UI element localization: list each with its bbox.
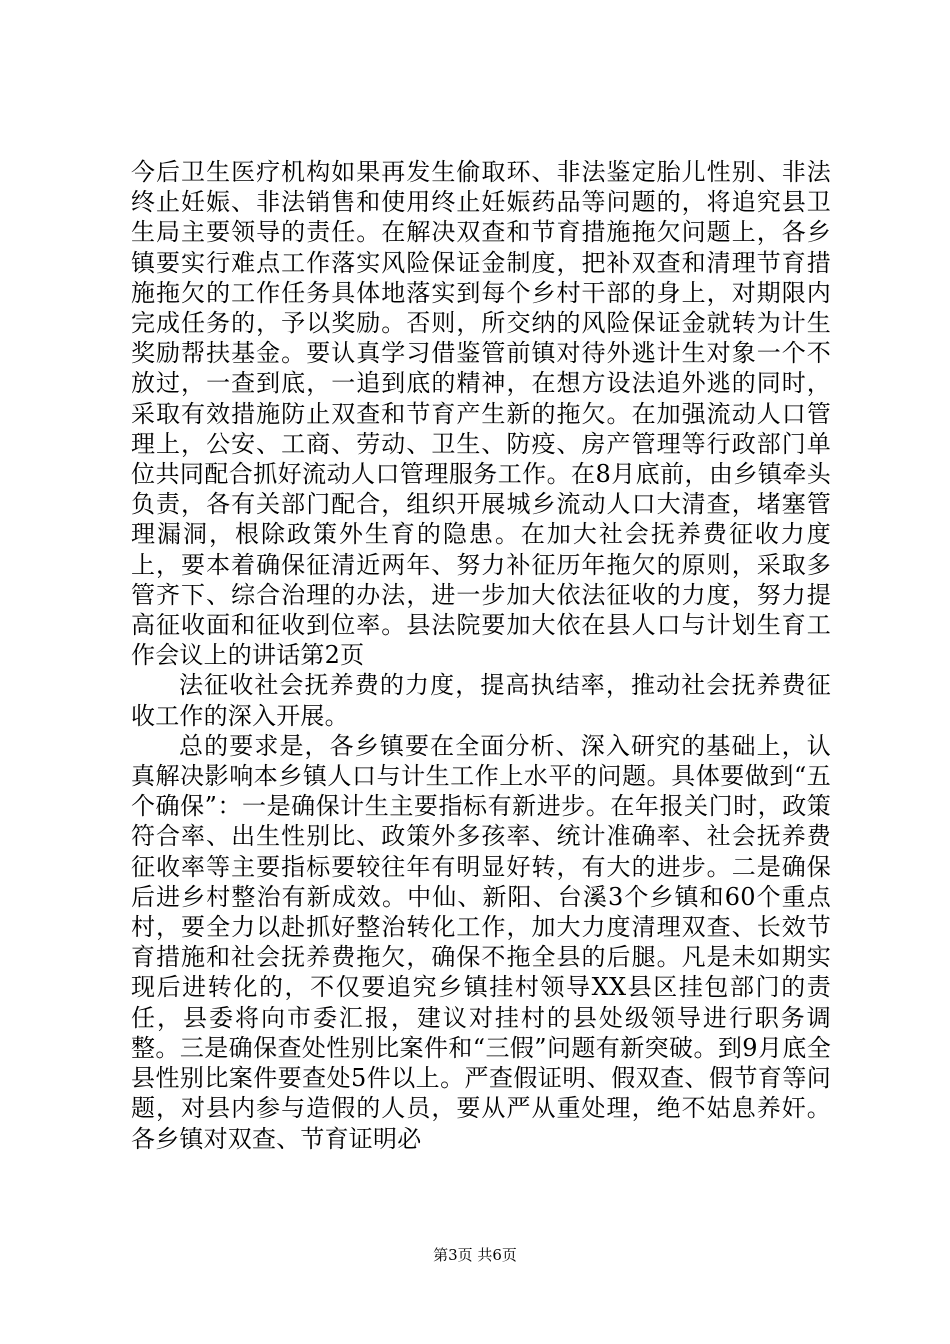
paragraph-1: 今后卫生医疗机构如果再发生偷取环、非法鉴定胎儿性别、非法终止妊娠、非法销售和使用终止妊娠药品等问题的，将追究县卫生局主要领导的责任。在解决双查和节育措施拖欠问题上，各乡镇要实行难点工作落实风险保证金制度，把补双查和清理节育措施拖欠的工作任务具体地落实到每个乡村干部的身上，对期限内完成任务的，予以奖励。否则，所交纳的风险保证金就转为计生奖励帮扶基金。要认真学习借鉴管前镇对待外逃计生对象一个不放过，一查到底，一追到底的精神，在想方设法追外逃的同时，采取有效措施防止双查和节育产生新的拖欠。在加强流动人口管理上，公安、工商、劳动、卫生、防疫、房产管理等行政部门单位共同配合抓好流动人口管理服务工作。在8月底前，由乡镇牵头负责，各有关部门配合，组织开展城乡流动人口大清查，堵塞管理漏洞，根除政策外生育的隐患。在加大社会抚养费征收力度上，要本着确保征清近两年、努力补征历年拖欠的原则，采取多管齐下、综合治理的办法，进一步加大依法征收的力度，努力提高征收面和征收到位率。县法院要加大依在县人口与计划生育工作会议上的讲话第2页 [131, 158, 831, 670]
paragraph-3: 总的要求是，各乡镇要在全面分析、深入研究的基础上，认真解决影响本乡镇人口与计生工作上水平的问题。具体要做到“五个确保”：一是确保计生主要指标有新进步。在年报关门时，政策符合率、出生性别比、政策外多孩率、统计准确率、社会抚养费征收率等主要指标要较往年有明显好转，有大的进步。二是确保后进乡村整治有新成效。中仙、新阳、台溪3个乡镇和60个重点村，要全力以赴抓好整治转化工作，加大力度清理双查、长效节育措施和社会抚养费拖欠，确保不拖全县的后腿。凡是未如期实现后进转化的，不仅要追究乡镇挂村领导XX县区挂包部门的责任，县委将向市委汇报，建议对挂村的县处级领导进行职务调整。三是确保查处性别比案件和“三假”问题有新突破。到9月底全县性别比案件要查处5件以上。严查假证明、假双查、假节育等问题，对县内参与造假的人员，要从严从重处理，绝不姑息养奸。各乡镇对双查、节育证明必 [131, 731, 831, 1153]
document-body [131, 157, 831, 1154]
paragraph-2: 法征收社会抚养费的力度，提高执结率，推动社会抚养费征收工作的深入开展。 [131, 671, 831, 730]
page-footer: 第3页 共6页 [433, 1246, 517, 1264]
